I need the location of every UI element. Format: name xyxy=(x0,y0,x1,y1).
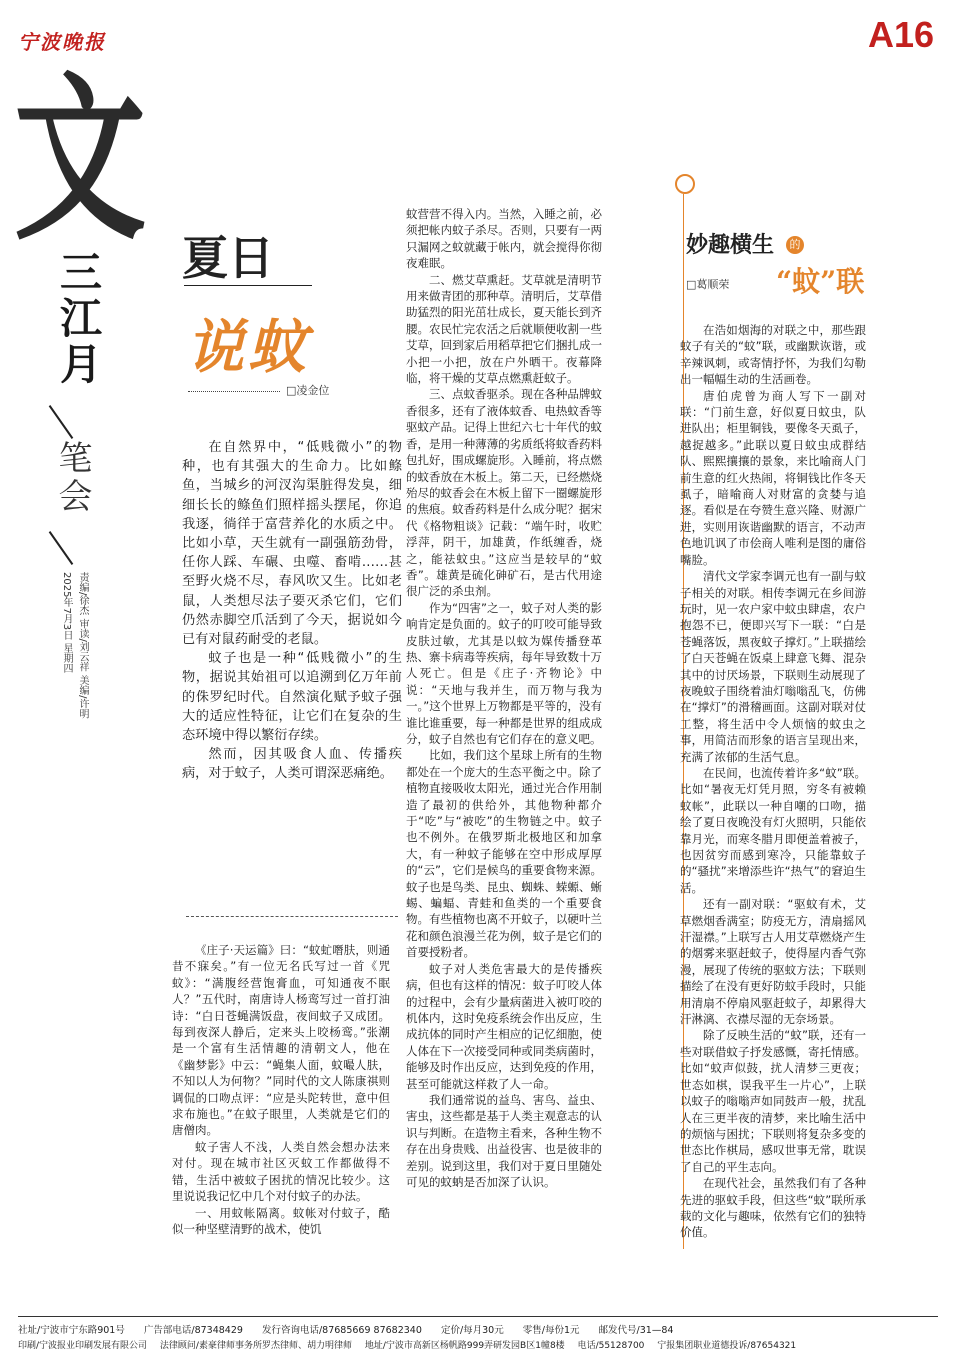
footer-legal: 法律顾问/素豪律师事务所罗杰律师、胡力明律师 xyxy=(159,1341,352,1351)
footer-postal-code: 邮发代号/31—84 xyxy=(598,1325,674,1336)
body-paragraph: 还有一副对联：“驱蚊有术，艾草燃烟香满室；防疫无方，清扇摇风汗湿襟。”上联写古人用艾草燃烧产生的烟雾来驱赶蚊子，使得屋内香气弥漫，展现了传统的驱蚊方法；下联则描绘了在没有更好防蚊手段时，只能用清扇不停扇风驱赶蚊子，却累得大汗淋漓、衣襟尽湿的无奈场景。 xyxy=(680,897,866,1027)
issue-date: 2025年7月3日 星期四 xyxy=(61,572,72,674)
footer-print-address: 地址/宁波市高新区杨帆路999弄研发园B区1幢8楼 xyxy=(364,1341,565,1351)
body-paragraph: 作为“四害”之一，蚊子对人类的影响肯定是负面的。蚊子的叮咬可能导致皮肤过敏，尤其是以蚊为媒传播登革热、寨卡病毒等疾病，每年导致数十万人死亡。但是《庄子·齐物论》中说：“天地与我并生，而万物与我为一。”这个世界上万物都是平等的，没有谁比谁重要，每一种都是世界的组成成分，蚊子自然也有它们存在的意义吧。 xyxy=(406,600,602,746)
newspaper-logo: 宁波晚报 xyxy=(18,30,106,54)
column-title: 三江月 xyxy=(54,250,103,388)
footer-distribution-phone: 发行咨询电话/87685669 87682340 xyxy=(261,1325,422,1336)
body-paragraph: 二、燃艾草熏赶。艾草就是清明节用来做青团的那种草。清明后，艾草借助猛烈的阳光茁壮成长，夏天能长到齐腰。农民忙完农活之后就顺便收割一些艾草，回到家后用稻草把它们捆扎成一小把一小把，放在户外晒干。夜幕降临，将干燥的艾草点燃熏赶蚊子。 xyxy=(406,272,602,386)
column-subtitle: 笔会 xyxy=(52,440,92,516)
decorative-ring xyxy=(675,174,695,194)
editor-credits: 责编/徐杰 审读/刘云祥 美编/许明 xyxy=(77,572,88,719)
footer-row-2 xyxy=(18,1338,938,1351)
article1-body-middle xyxy=(406,206,602,1190)
byline-dotted-rule xyxy=(188,391,280,392)
body-paragraph: 在民间，也流传着许多“蚊”联。比如“暑夜无灯凭月照，穷冬有被赖蚊帐”，此联以一种自嘲的口吻，描绘了夏日夜晚没有灯火照明，只能依靠月光，而寒冬腊月即便盖着被子，也因贫穷而感到寒冷，只能靠蚊子的“骚扰”来增添些许“热气”的窘迫生活。 xyxy=(680,765,866,895)
section-separator xyxy=(186,916,398,917)
page-number: A16 xyxy=(867,14,934,55)
body-paragraph: 除了反映生活的“蚊”联，还有一些对联借蚊子抒发感慨，寄托情感。比如“蚊声似鼓，扰人清梦三更夜；世态如棋，误我平生一片心”，上联以蚊子的嗡嗡声如同鼓声一般，扰乱人在三更半夜的清梦，来比喻生活中的烦恼与困扰；下联则将复杂多变的世态比作棋局，感叹世事无常，耽误了自己的平生志向。 xyxy=(680,1028,866,1174)
body-paragraph: 在现代社会，虽然我们有了各种先进的驱蚊手段，但这些“蚊”联所承载的文化与趣味，依然有它们的独特价值。 xyxy=(680,1176,866,1240)
footer-printer: 印刷/宁波报业印刷发展有限公司 xyxy=(18,1341,148,1351)
body-paragraph: 三、点蚊香驱杀。现在各种品牌蚊香很多，还有了液体蚊香、电热蚊香等驱蚊产品。记得上世纪六七十年代的蚊香，是用一种薄薄的劣质纸将蚊香药料包扎好，围成螺旋形。入睡前，将点燃的蚊香放在木板上。第二天，已经燃烧殆尽的蚊香会在木板上留下一圈螺旋形的焦痕。蚊香药料是什么成分呢？据宋代《格物粗谈》记载：“端午时，收贮浮萍，阴干，加雄黄，作纸缠香，烧之，能祛蚊虫。”这应当是较早的“蚊香”。雄黄是硫化砷矿石，是古代用途很广泛的杀虫剂。 xyxy=(406,387,602,599)
column-brush-glyph: 文 xyxy=(14,55,146,266)
body-paragraph: 我们通常说的益鸟、害鸟、益虫、害虫，这些都是基于人类主观意志的认识与判断。在造物主看来，各种生物不存在出身贵贱、出益役害、也是彼非的差别。说到这里，我们对于夏日里随处可见的蚊蚋是否加深了认识。 xyxy=(406,1092,602,1189)
article2-title-part1: 妙趣横生 xyxy=(686,232,775,258)
footer-ad-phone: 广告部电话/87348429 xyxy=(143,1325,243,1336)
body-paragraph: 比如，我们这个星球上所有的生物都处在一个庞大的生态平衡之中。除了植物直接吸收太阳光，通过光合作用制造了最初的供给外，其他物种都介于“吃”与“被吃”的生物链之中。蚊子也不例外。在俄罗斯北极地区和加拿大，有一种蚊子能够在空中形成厚厚的“云”，它们是候鸟的重要食物来源。蚊子也是鸟类、昆虫、蜘蛛、蝾螈、蜥蜴、蝙蝠、青蛙和鱼类的一个重要食物。有些植物也离不开蚊子，以硬叶兰花和颜色浪漫兰花为例，蚊子是它们的首要授粉者。 xyxy=(406,748,602,960)
footer-row-1 xyxy=(18,1322,938,1336)
body-paragraph: 《庄子·天运篇》曰：“蚊虻噆肤，则通昔不寐矣。”有一位无名氏写过一首《咒蚊》：“满腹经营饱膏血，可知通夜不眠人？”五代时，南唐诗人杨鸾写过一首打油诗：“白日苍蝇满饭盘，夜间蚊子又成团。每到夜深人静后，定来头上咬杨鸾。”张潮是一个富有生活情趣的清朝文人，他在《幽梦影》中云：“蝇集人面，蚊嘬人肤，不知以人为何物？”同时代的文人陈康祺则调侃的口吻点评：“应是头陀转世，意中但求布施也。”在蚊子眼里，人类就是它们的唐僧肉。 xyxy=(172,943,390,1138)
footer-price: 定价/每月30元 xyxy=(440,1325,504,1336)
lead-paragraph: 蚊子也是一种“低贱微小”的生物，据说其始祖可以追溯到亿万年前的侏罗纪时代。自然演化赋予蚊子强大的适应性特征，让它们在复杂的生态环境中得以繁衍存续。 xyxy=(182,651,402,744)
body-paragraph: 在浩如烟海的对联之中，那些跟蚊子有关的“蚊”联，或幽默诙谐，或辛辣讽刺，或寄情抒怀，为我们勾勒出一幅幅生动的生活画卷。 xyxy=(680,323,866,387)
article2-title-particle: 的 xyxy=(786,236,804,254)
footer-rule xyxy=(18,1316,938,1317)
article2-author: □葛顺荣 xyxy=(686,278,730,291)
footer-complaint: 宁报集团职业道德投诉/87654321 xyxy=(657,1341,797,1351)
body-paragraph: 唐伯虎曾为商人写下一副对联：“门前生意，好似夏日蚊虫，队进队出；柜里铜钱，要像冬天虱子，越捉越多。”此联以夏日蚊虫成群结队、熙熙攘攘的景象，来比喻商人门前生意的红火热闹，将铜钱比作冬天虱子，暗喻商人对财富的贪婪与追逐。看似是在夸赞生意兴隆、财源广进，实则用诙谐幽默的语言，不动声色地讥讽了市侩商人唯利是图的庸俗嘴脸。 xyxy=(680,388,866,567)
article1-title-line1: 夏日 xyxy=(182,231,274,285)
footer-retail: 零售/每份1元 xyxy=(522,1325,580,1336)
body-paragraph: 一、用蚊帐隔离。蚊帐对付蚊子，酷似一种坚壁清野的战术，使饥 xyxy=(172,1205,390,1236)
title-slash-divider xyxy=(49,405,74,439)
article1-body-left xyxy=(172,942,390,1237)
article2-body xyxy=(680,322,866,1241)
lead-paragraph: 在自然界中，“低贱微小”的物种，也有其强大的生命力。比如鲦鱼，当城乡的河汊沟渠脏得发臭，细细长长的鲦鱼们照样摇头摆尾，你追我逐，徜徉于富营养化的水质之中。比如小草，天生就有一副强筋劲骨，任你人踩、车碾、虫噬、畜啃……甚至野火烧不尽，春风吹又生。比如老鼠，人类想尽法子要灭杀它们，它们仍然赤脚空爪活到了今天，据说如今已有对鼠药耐受的老鼠。 xyxy=(182,440,402,648)
article2-title-part2: “蚊”联 xyxy=(776,265,865,298)
footer-print-phone: 电话/55128700 xyxy=(577,1341,645,1351)
body-paragraph: 蚊营营不得入内。当然，入睡之前，必须把帐内蚊子杀尽。否则，只要有一两只漏网之蚊就藏于帐内，就会搅得你彻夜难眠。 xyxy=(406,207,602,271)
footer-address: 社址/宁波市宁东路901号 xyxy=(18,1325,125,1336)
title-underline xyxy=(184,285,312,286)
body-paragraph: 蚊子对人类危害最大的是传播疾病，但也有这样的情况：蚊子叮咬人体的过程中，会有少量病菌进入被叮咬的机体内，这时免疫系统会作出反应，生成抗体的同时产生相应的记忆细胞，使人体在下一次接受同种或同类病菌时，能够及时作出反应，达到免疫的作用，甚至可能就这样救了人一命。 xyxy=(406,961,602,1091)
article1-author: □凌金位 xyxy=(286,384,330,397)
body-paragraph: 清代文学家李调元也有一副与蚊子相关的对联。相传李调元在乡间游玩时，见一农户家中蚊虫肆虐，农户抱怨不已，便即兴写下一联：“白是苍蝇落饭，黑夜蚊子撑灯。”上联描绘了白天苍蝇在饭桌上肆意飞舞、混杂其中的讨厌场景，下联则生动展现了夜晚蚊子围绕着油灯嗡嗡乱飞，仿佛在“撑灯”的滑稽画面。这副对联对仗工整，将生活中令人烦恼的蚊虫之事，用简洁而形象的语言呈现出来，充满了浓郁的生活气息。 xyxy=(680,569,866,764)
lead-paragraph: 然而，因其吸食人血、传播疾病，对于蚊子，人类可谓深恶痛绝。 xyxy=(182,747,402,782)
subtitle-slash-divider xyxy=(49,531,74,565)
article1-title-line2: 说蚊 xyxy=(186,313,311,381)
article1-lead xyxy=(182,438,402,784)
body-paragraph: 蚊子害人不浅，人类自然会想办法来对付。现在城市社区灭蚊工作都做得不错，生活中被蚊子困扰的情况比较少。这里说说我记忆中几个对付蚊子的办法。 xyxy=(172,1139,390,1204)
article1-byline xyxy=(188,382,400,398)
